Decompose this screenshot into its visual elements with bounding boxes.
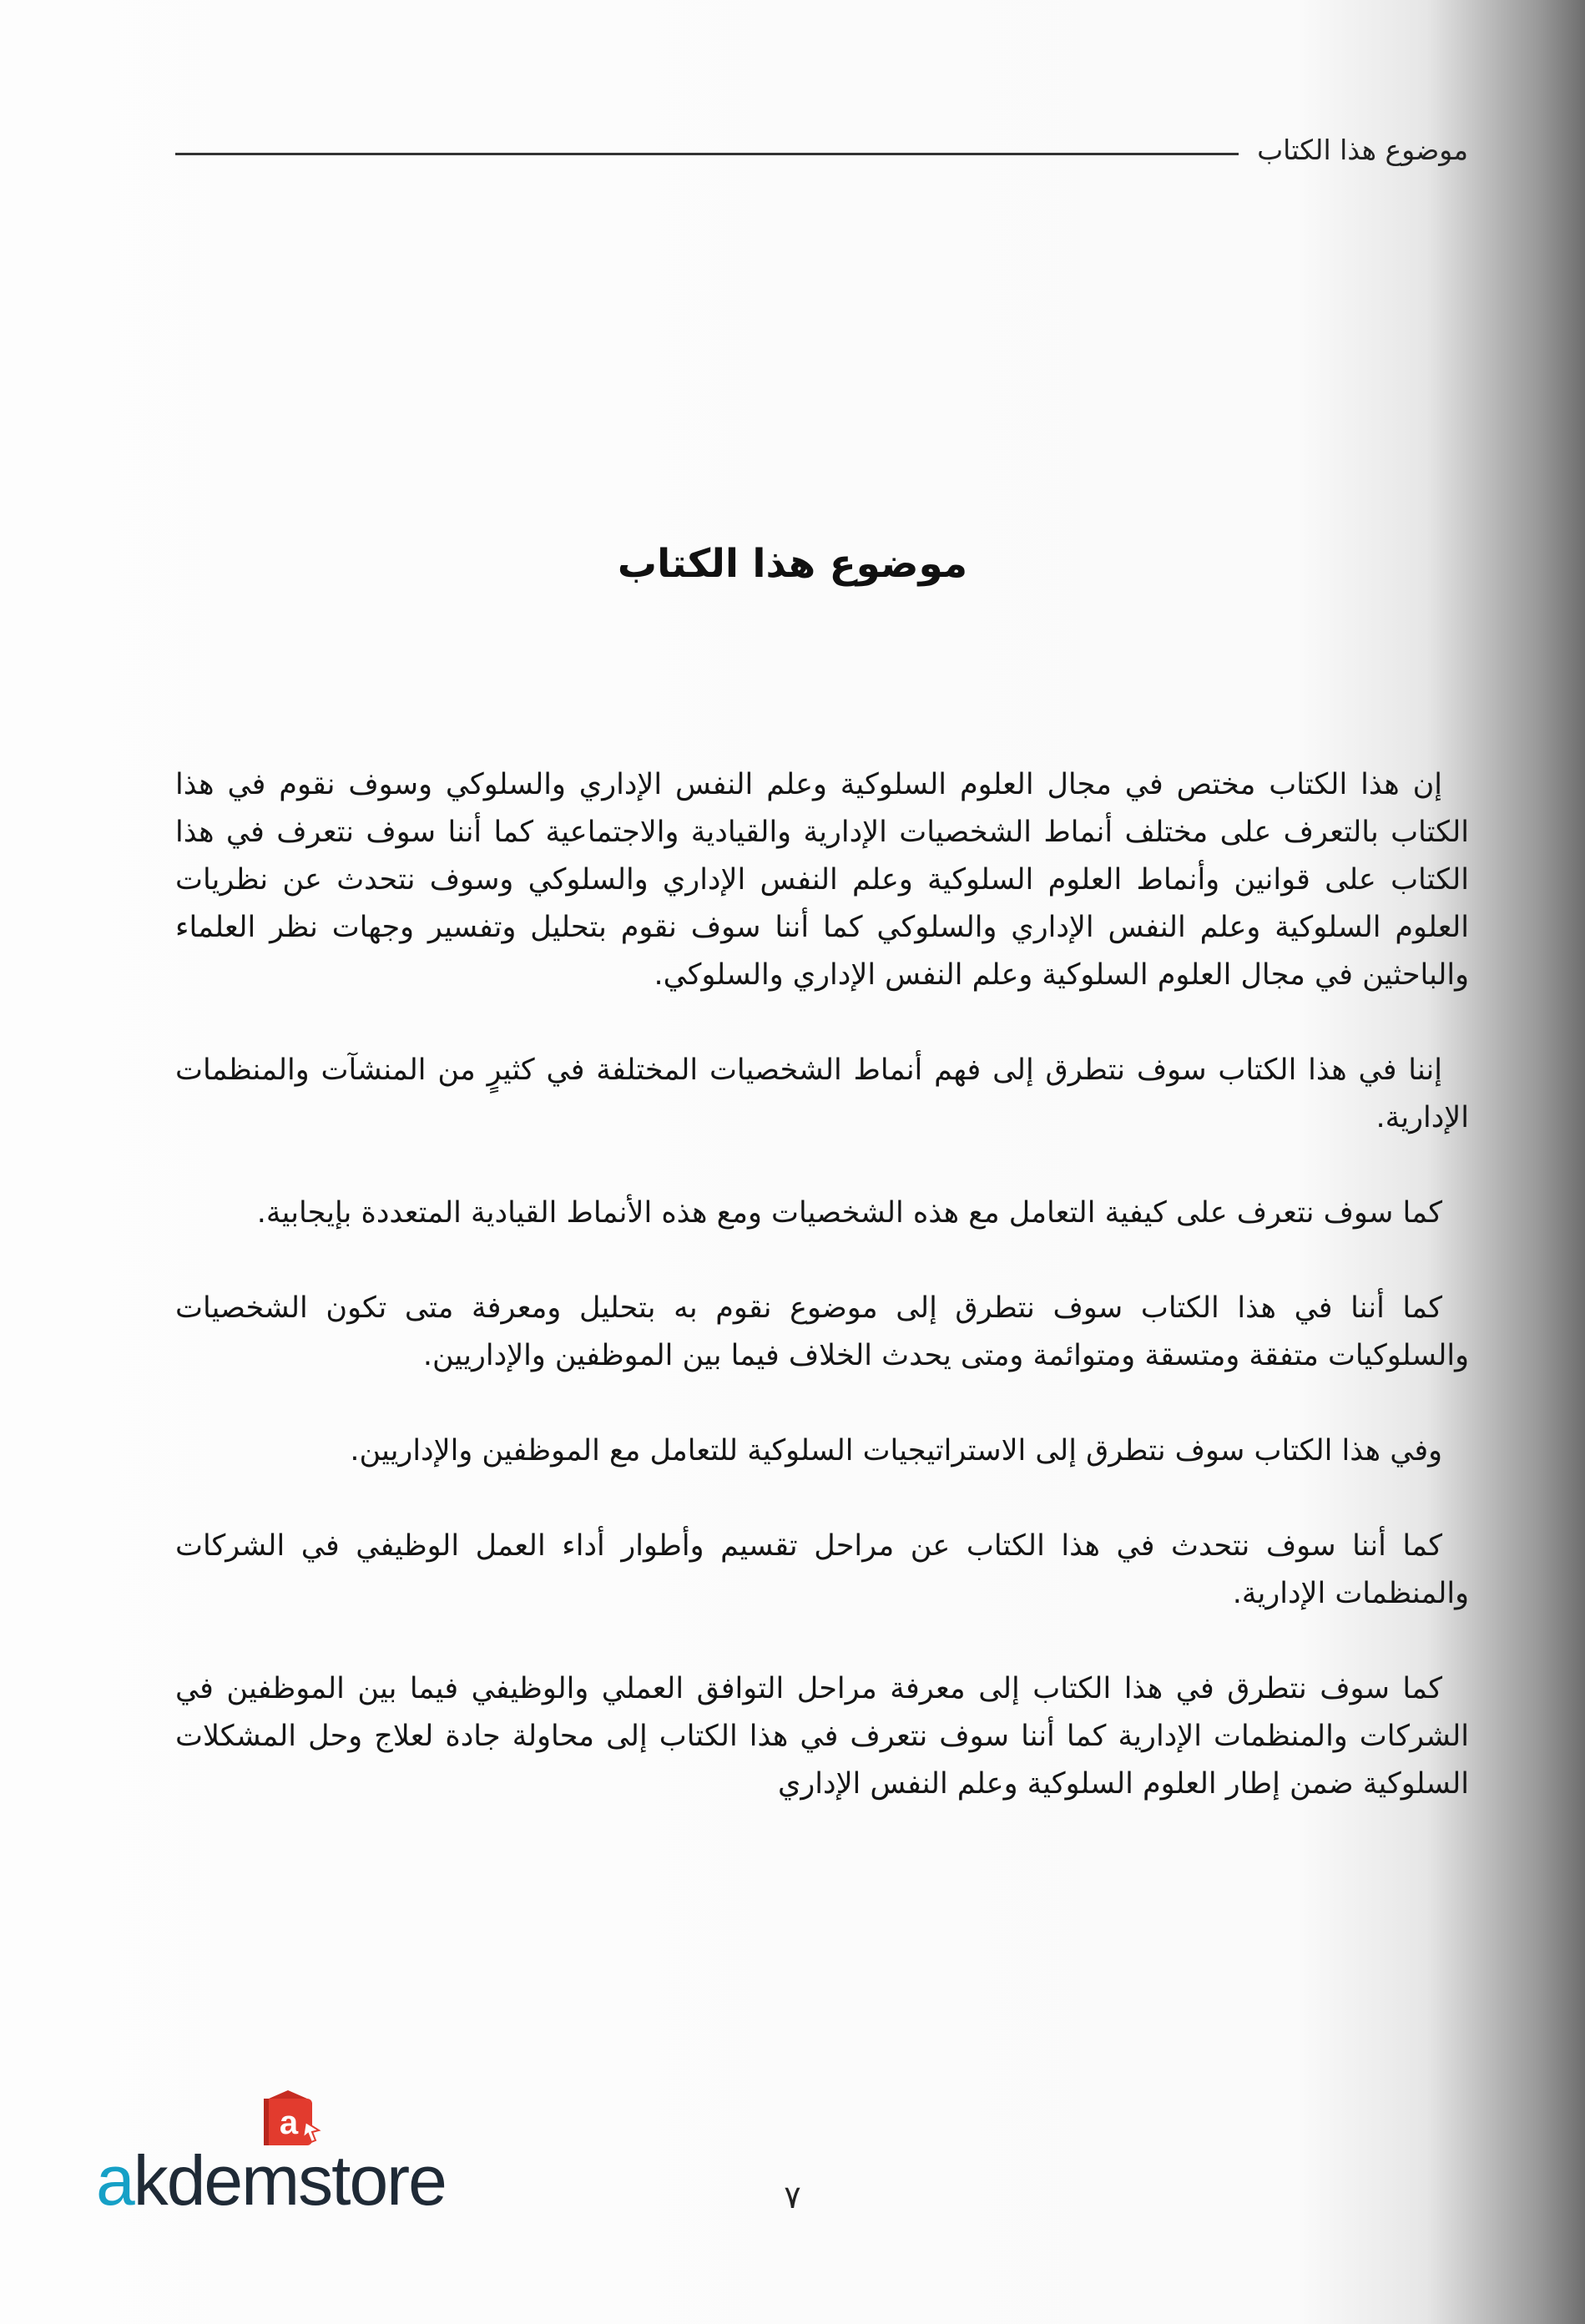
paragraph: كما سوف نتعرف على كيفية التعامل مع هذه الشخصيات ومع هذه الأنماط القيادية المتعددة بإيجابية. xyxy=(256,1196,1442,1230)
paragraph: إن هذا الكتاب مختص في مجال العلوم السلوكية وعلم النفس الإداري والسلوكي وسوف نقوم في هذا الكتاب بالتعرف على مختلف أنماط الشخصيات الإدارية والقيادية والاجتماعية كما أننا سوف نتعرف في هذا الكتاب على قوانين وأنماط العلوم السلوكية وعلم النفس الإداري والسلوكي وسوف نتحدث عن نظريات العلوم السلوكية وعلم النفس الإداري والسلوكي كما أننا سوف نقوم بتحليل وتفسير وجهات نظر العلماء والباحثين في مجال العلوم السلوكية وعلم النفس الإداري والسلوكي. xyxy=(175,768,1469,992)
paragraph: إننا في هذا الكتاب سوف نتطرق إلى فهم أنماط الشخصيات المختلفة في كثيرٍ من المنشآت والمنظمات الإدارية. xyxy=(175,1053,1469,1134)
paragraph: وفي هذا الكتاب سوف نتطرق إلى الاستراتيجيات السلوكية للتعامل مع الموظفين والإداريين. xyxy=(350,1434,1442,1468)
paragraph: كما أننا في هذا الكتاب سوف نتطرق إلى موضوع نقوم به بتحليل ومعرفة متى تكون الشخصيات والسلوكيات متفقة ومتسقة ومتوائمة ومتى يحدث الخلاف فيما بين الموظفين والإداريين. xyxy=(175,1291,1469,1372)
running-header-title: موضوع هذا الكتاب xyxy=(1257,134,1468,166)
paragraph: كما أننا سوف نتحدث في هذا الكتاب عن مراحل تقسيم وأطوار أداء العمل الوظيفي في الشركات والمنظمات الإدارية. xyxy=(175,1529,1469,1610)
page-number: ٧ xyxy=(784,2179,801,2215)
badge-letter: a xyxy=(279,2104,299,2141)
brand-wordmark xyxy=(96,2140,446,2221)
brand-letter-a: a xyxy=(96,2141,134,2220)
akdemstore-watermark-logo xyxy=(96,2087,530,2220)
chapter-title: موضوع هذا الكتاب xyxy=(617,541,968,587)
body-text xyxy=(175,761,1469,1856)
running-header xyxy=(175,134,1468,166)
header-rule xyxy=(175,153,1239,155)
brand-rest: kdemstore xyxy=(133,2141,446,2220)
paragraph: كما سوف نتطرق في هذا الكتاب إلى معرفة مراحل التوافق العملي والوظيفي فيما بين الموظفين في الشركات والمنظمات الإدارية كما أننا سوف نتعرف في هذا الكتاب إلى محاولة جادة لعلاج وحل المشكلات السلوكية ضمن إطار العلوم السلوكية وعلم النفس الإداري xyxy=(175,1672,1469,1801)
